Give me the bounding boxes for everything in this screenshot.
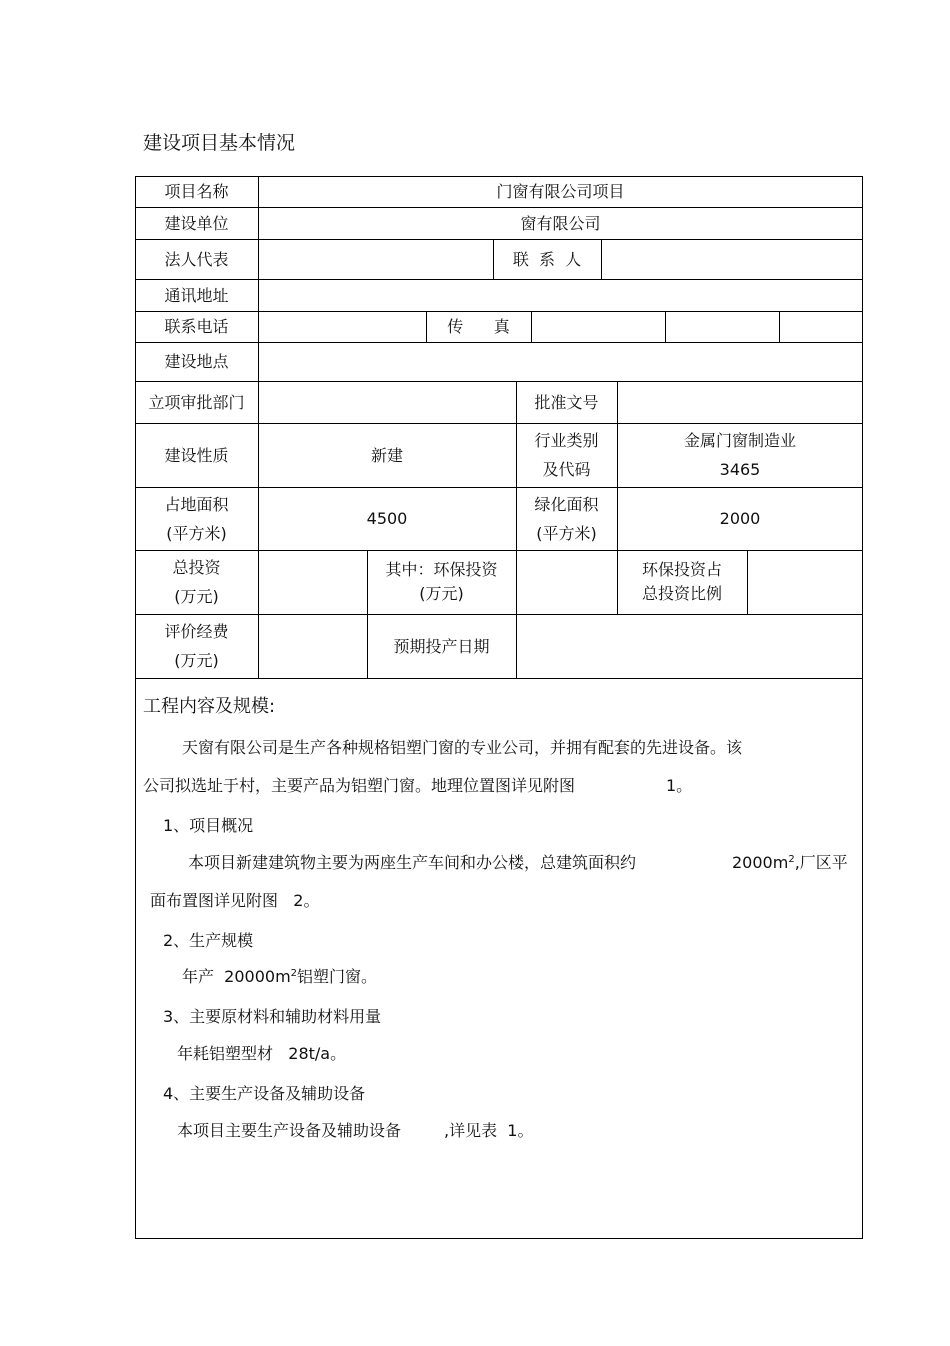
row-divider [135, 678, 863, 679]
approval-no-label: 批准文号 [534, 392, 599, 412]
section-1-para-line-2: 面布置图详见附图 2。 [150, 891, 320, 910]
env-invest-label: 其中：环保投资 (万元) [385, 560, 498, 603]
industry-value: 金属门窗制造业 3465 [683, 431, 796, 479]
section-1-para-line-1: 本项目新建建筑物主要为两座生产车间和办公楼，总建筑面积约 [188, 853, 637, 872]
column-divider [779, 311, 780, 342]
section-1-area: $2000m^2$,厂区平 [732, 853, 848, 872]
column-divider [601, 239, 602, 279]
legal-rep-label: 法人代表 [164, 249, 229, 269]
builder-value: 窗有限公司 [520, 213, 601, 233]
land-area-value: 4500 [366, 509, 408, 528]
content-heading: 工程内容及规模: [143, 696, 276, 717]
approval-dept-label: 立项审批部门 [148, 392, 245, 412]
section-3-para: 年耗铝塑型材 28t/a。 [177, 1044, 347, 1063]
phone-label: 联系电话 [164, 317, 229, 336]
section-3-title: 3、主要原材料和辅助材料用量 [163, 1007, 382, 1026]
page-title: 建设项目基本情况 [143, 132, 296, 154]
industry-label: 行业类别 及代码 [534, 431, 599, 479]
land-area-label: 占地面积 (平方米) [164, 494, 229, 543]
builder-label: 建设单位 [164, 213, 229, 233]
intro-line-2-ref: 1。 [666, 776, 693, 795]
start-date-label: 预期投产日期 [393, 636, 490, 656]
column-divider [665, 311, 666, 342]
intro-line-1: 天窗有限公司是生产各种规格铝塑门窗的专业公司，并拥有配套的先进设备。该 [182, 738, 743, 757]
column-divider [516, 550, 517, 678]
site-label: 建设地点 [164, 352, 229, 371]
green-area-label: 绿化面积 (平方米) [534, 494, 599, 543]
column-divider [531, 311, 532, 342]
intro-line-2: 公司拟选址于村，主要产品为铝塑门窗。地理位置图详见附图 [143, 776, 576, 795]
nature-label: 建设性质 [164, 445, 229, 465]
section-1-title: 1、项目概况 [163, 816, 254, 835]
project-name-value: 门窗有限公司项目 [496, 182, 625, 201]
section-2-para: 年产 $20000m^2$铝塑门窗。 [182, 967, 378, 986]
env-ratio-label: 环保投资占 总投资比例 [641, 560, 722, 603]
column-divider [747, 550, 748, 614]
section-4-title: 4、主要生产设备及辅助设备 [163, 1084, 366, 1103]
contact-person-label: 联 系 人 [512, 249, 582, 269]
fax-label: 传 真 [447, 317, 510, 336]
project-name-label: 项目名称 [164, 182, 229, 201]
address-label: 通讯地址 [164, 285, 229, 305]
green-area-value: 2000 [719, 509, 761, 528]
section-4-para-ref: ,详见表 1。 [444, 1121, 534, 1140]
section-4-para: 本项目主要生产设备及辅助设备 [177, 1121, 402, 1140]
total-invest-label: 总投资 (万元) [172, 558, 221, 606]
eval-fee-label: 评价经费 (万元) [164, 622, 229, 670]
nature-value: 新建 [370, 445, 403, 465]
section-2-title: 2、生产规模 [163, 931, 254, 950]
